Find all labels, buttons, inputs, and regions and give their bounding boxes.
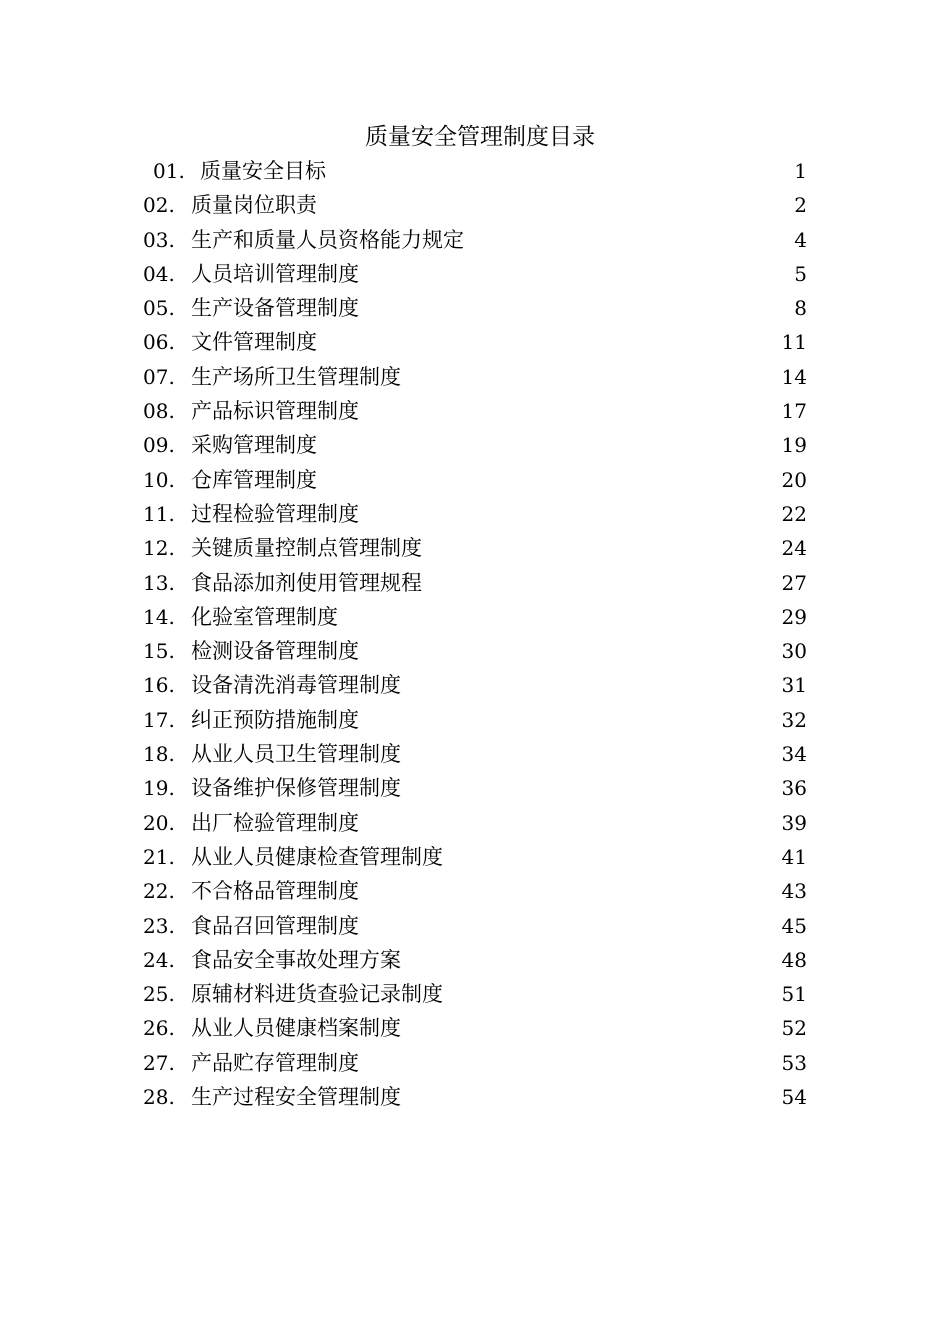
entry-title: 出厂检验管理制度 [191,810,359,835]
entry-number: 17. [143,707,175,732]
toc-entry [143,188,807,222]
toc-entry [143,566,807,600]
entry-page: 24 [781,536,807,561]
entry-page: 19 [781,433,807,458]
entry-page: 4 [794,227,807,252]
entry-title: 从业人员健康档案制度 [191,1016,401,1041]
entry-page: 22 [781,501,807,526]
entry-page: 48 [781,947,807,972]
entry-page: 32 [781,707,807,732]
toc-entry [143,360,807,394]
entry-page: 2 [794,193,807,218]
entry-title: 质量岗位职责 [191,193,317,218]
toc-entry [143,325,807,359]
entry-title: 采购管理制度 [191,433,317,458]
entry-title: 过程检验管理制度 [191,501,359,526]
entry-title: 从业人员健康检查管理制度 [191,844,443,869]
entry-number: 16. [143,673,175,698]
entry-page: 43 [781,879,807,904]
entry-title: 生产过程安全管理制度 [191,1085,401,1110]
toc-entry [143,634,807,668]
entry-number: 09. [143,433,175,458]
entry-number: 26. [143,1016,175,1041]
entry-number: 14. [143,604,175,629]
entry-page: 53 [781,1050,807,1075]
table-of-contents [143,154,807,1114]
entry-title: 化验室管理制度 [191,604,338,629]
toc-entry [143,1080,807,1114]
entry-number: 24. [143,947,175,972]
entry-number: 27. [143,1050,175,1075]
entry-number: 23. [143,913,175,938]
entry-title: 原辅材料进货查验记录制度 [191,982,443,1007]
toc-entry [143,291,807,325]
entry-page: 34 [781,742,807,767]
toc-entry [143,909,807,943]
entry-page: 11 [781,330,807,355]
entry-number: 02. [143,193,175,218]
toc-entry [143,943,807,977]
entry-number: 25. [143,982,175,1007]
entry-page: 36 [781,776,807,801]
entry-title: 生产设备管理制度 [191,296,359,321]
entry-page: 8 [794,296,807,321]
entry-page: 45 [781,913,807,938]
toc-entry [143,531,807,565]
entry-number: 10. [143,467,175,492]
entry-title: 从业人员卫生管理制度 [191,742,401,767]
entry-title: 设备清洗消毒管理制度 [191,673,401,698]
entry-number: 22. [143,879,175,904]
entry-title: 文件管理制度 [191,330,317,355]
entry-title: 生产和质量人员资格能力规定 [191,227,464,252]
entry-number: 21. [143,844,175,869]
toc-entry [143,977,807,1011]
entry-page: 17 [781,399,807,424]
entry-title: 关键质量控制点管理制度 [191,536,422,561]
page-title: 质量安全管理制度目录 [365,124,595,150]
toc-entry [143,428,807,462]
entry-number: 19. [143,776,175,801]
entry-page: 14 [781,364,807,389]
toc-entry [143,600,807,634]
entry-title: 仓库管理制度 [191,467,317,492]
entry-number: 11. [143,501,175,526]
toc-entry [143,223,807,257]
entry-title: 人员培训管理制度 [191,261,359,286]
entry-page: 52 [781,1016,807,1041]
entry-page: 27 [781,570,807,595]
entry-page: 41 [781,844,807,869]
entry-title: 产品标识管理制度 [191,399,359,424]
toc-entry [143,703,807,737]
entry-title: 检测设备管理制度 [191,639,359,664]
entry-title: 食品安全事故处理方案 [191,947,401,972]
entry-number: 12. [143,536,175,561]
entry-title: 设备维护保修管理制度 [191,776,401,801]
toc-entry [143,737,807,771]
entry-title: 食品添加剂使用管理规程 [191,570,422,595]
entry-number: 01. [153,159,185,183]
entry-number: 20. [143,810,175,835]
entry-title: 生产场所卫生管理制度 [191,364,401,389]
entry-title: 食品召回管理制度 [191,913,359,938]
toc-entry [143,874,807,908]
entry-page: 51 [781,982,807,1007]
entry-number: 03. [143,227,175,252]
toc-entry [143,154,807,188]
entry-number: 18. [143,742,175,767]
entry-page: 1 [794,159,807,183]
entry-title: 不合格品管理制度 [191,879,359,904]
entry-number: 05. [143,296,175,321]
toc-entry [143,463,807,497]
entry-number: 07. [143,364,175,389]
entry-title: 纠正预防措施制度 [191,707,359,732]
entry-number: 15. [143,639,175,664]
entry-number: 08. [143,399,175,424]
entry-page: 54 [781,1085,807,1110]
entry-page: 30 [781,639,807,664]
toc-entry [143,1046,807,1080]
toc-entry [143,668,807,702]
entry-page: 20 [781,467,807,492]
toc-entry [143,497,807,531]
entry-number: 06. [143,330,175,355]
entry-title: 产品贮存管理制度 [191,1050,359,1075]
toc-entry [143,1011,807,1045]
entry-title: 质量安全目标 [200,159,326,183]
entry-page: 5 [794,261,807,286]
entry-page: 31 [781,673,807,698]
toc-entry [143,394,807,428]
entry-page: 39 [781,810,807,835]
toc-entry [143,840,807,874]
entry-number: 28. [143,1085,175,1110]
entry-page: 29 [781,604,807,629]
toc-entry [143,771,807,805]
toc-entry [143,257,807,291]
entry-number: 04. [143,261,175,286]
toc-entry [143,806,807,840]
entry-number: 13. [143,570,175,595]
